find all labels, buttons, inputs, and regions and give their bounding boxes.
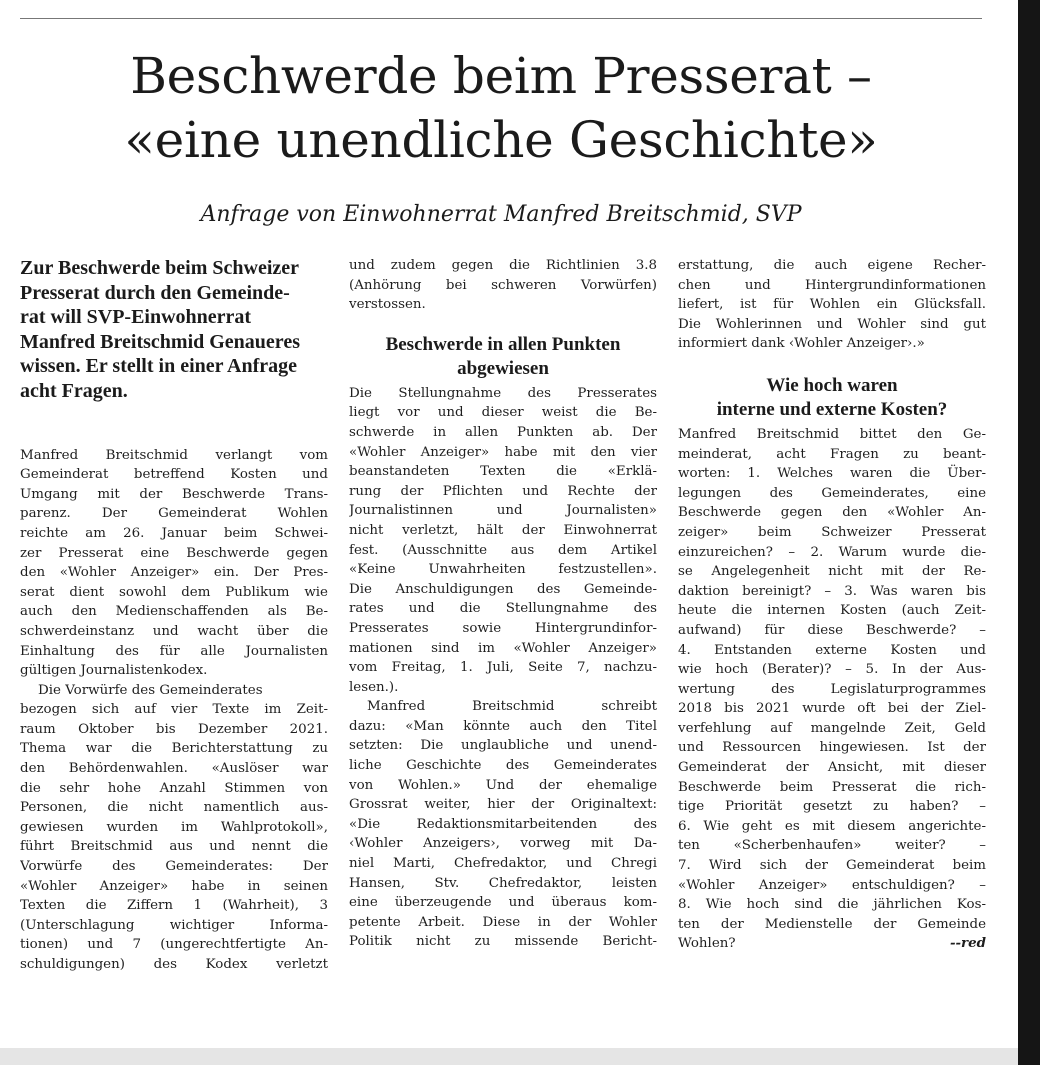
bottom-bar [0, 1048, 1018, 1065]
text-line: Vorwürfe des Gemeinderates: Der [20, 859, 328, 875]
text-line: «Wohler Anzeiger» entschuldigen? – [678, 877, 986, 893]
text-line: meinderat, acht Fragen zu beant- [678, 446, 986, 462]
text-line: liche Geschichte des Gemeinderates [349, 758, 657, 774]
top-rule [20, 18, 982, 19]
text-line: Gemeinderat der Ansicht, mit dieser [678, 760, 986, 776]
text-line: von Wohlen.» Und der ehemalige [349, 777, 657, 793]
text-line: heute die internen Kosten (auch Zeit- [678, 603, 986, 619]
screen-edge [1018, 0, 1040, 1065]
text-line: Texten die Ziffern 1 (Wahrheit), 3 [20, 898, 328, 914]
lead-line: Presserat durch den Gemeinde- [20, 281, 290, 304]
text-line: mationen sind im «Wohler Anzeiger» [349, 640, 657, 656]
text-line: tionen) und 7 (ungerechtfertigte An- [20, 937, 328, 953]
text-line: Politik nicht zu missende Bericht- [349, 934, 657, 950]
text-line: vom Freitag, 1. Juli, Seite 7, nachzu- [349, 660, 657, 676]
lead-line: Zur Beschwerde beim Schweizer [20, 257, 300, 279]
text-line: Personen, die nicht namentlich aus- [20, 800, 328, 816]
text-line: Die Anschuldigungen des Gemeinde- [349, 581, 657, 597]
text-line: wie hoch (Berater)? – 5. In der Aus- [678, 662, 986, 678]
text-line: legungen des Gemeinderates, eine [678, 485, 986, 501]
text-line: Manfred Breitschmid schreibt [367, 699, 657, 715]
text-line: raum Oktober bis Dezember 2021. [20, 721, 328, 737]
text-line: ‹Wohler Anzeigers›, vorweg mit Da- [349, 836, 657, 852]
text-line: den Behördenwahlen. «Auslöser war [20, 761, 328, 777]
text-line: Grossrat weiter, hier der Originaltext: [349, 797, 657, 813]
text-line: zer Presserat eine Beschwerde gegen [20, 545, 328, 561]
lead-line: Manfred Breitschmid Genaueres [20, 330, 300, 353]
text-line: ten der Medienstelle der Gemeinde [678, 916, 986, 932]
lead-line: rat will SVP-Einwohnerrat [20, 306, 252, 329]
text-line: die sehr hohe Anzahl Stimmen von [20, 780, 328, 796]
text-line: rates und die Stellungnahme des [349, 601, 657, 617]
text-line: auch den Medienschaffenden als Be- [20, 604, 328, 620]
column-3-body [678, 425, 986, 954]
text-line: und Ressourcen hingewiesen. Ist der [678, 740, 986, 756]
text-line: (Anhörung bei schweren Vorwürfen) [349, 277, 657, 293]
text-line: Thema war die Berichterstattung zu [20, 741, 328, 757]
text-line: reichte am 26. Januar beim Schwei- [20, 525, 328, 541]
last-line [678, 934, 986, 954]
text-line: 2018 bis 2021 wurde oft bei der Ziel- [678, 701, 986, 717]
text-line: Hansen, Stv. Chefredaktor, leisten [349, 875, 657, 891]
text-line: 4. Entstanden externe Kosten und [678, 642, 986, 658]
text-line: Journalistinnen und Journalisten» [349, 503, 657, 519]
article-title [20, 44, 982, 172]
text-line: fest. (Ausschnitte aus dem Artikel [349, 542, 657, 558]
text-line: Umgang mit der Beschwerde Trans- [20, 486, 328, 502]
column-2 [349, 256, 657, 952]
text-line: bezogen sich auf vier Texte im Zeit- [20, 702, 328, 718]
text-line: niel Marti, Chefredaktor, und Chregi [349, 856, 657, 872]
text-line: Presserates sowie Hintergrundinfor- [349, 620, 657, 636]
column-3 [678, 256, 986, 954]
text-line: Die Wohlerinnen und Wohler sind gut [678, 316, 986, 332]
text-line: Manfred Breitschmid bittet den Ge- [678, 426, 986, 442]
text-line: Die Stellungnahme des Presserates [349, 385, 657, 401]
subheading-line: abgewiesen [457, 358, 549, 380]
text-line: «Die Redaktionsmitarbeitenden des [349, 816, 657, 832]
text-line: lesen.). [349, 679, 399, 695]
text-line: «Wohler Anzeiger» habe in seinen [20, 878, 328, 894]
text-line: Einhaltung des für alle Journalisten [20, 643, 328, 659]
text-line: setzten: Die unglaubliche und unend- [349, 738, 657, 754]
text-line: gültigen Journalistenkodex. [20, 663, 208, 679]
text-line: Manfred Breitschmid verlangt vom [20, 447, 328, 463]
lead-line: acht Fragen. [20, 379, 128, 402]
text-line: 8. Wie hoch sind die jährlichen Kos- [678, 897, 986, 913]
text-line: einzureichen? – 2. Warum wurde die- [678, 544, 986, 560]
text-line: führt Breitschmid aus und nennt die [20, 839, 328, 855]
text-line: Gemeinderat betreffend Kosten und [20, 467, 328, 483]
column-1 [20, 256, 328, 975]
text-line: erstattung, die auch eigene Recher- [678, 258, 986, 273]
article-subtitle: Anfrage von Einwohnerrat Manfred Breitschmid, SVP [200, 202, 802, 227]
column-1-body [20, 446, 328, 975]
subheading-line: Wie hoch waren [766, 374, 898, 396]
text-line: dazu: «Man könnte auch den Titel [349, 718, 657, 734]
column-3-top [678, 256, 986, 354]
text-line: 7. Wird sich der Gemeinderat beim [678, 858, 986, 874]
text-line: liefert, ist für Wohlen ein Glücksfall. [678, 297, 986, 313]
title-line: «eine unendliche Geschichte» [124, 111, 878, 169]
text-line: verstossen. [349, 297, 426, 313]
author-signature: --red [949, 935, 986, 952]
text-line: «Keine Unwahrheiten festzustellen». [349, 562, 657, 578]
text-line: (Unterschlagung wichtiger Informa- [20, 917, 328, 933]
text-line: wertung des Legislaturprogrammes [678, 681, 986, 697]
text-line: zeiger» beim Schweizer Presserat [678, 524, 986, 540]
text-line: serat dient sowohl dem Publikum wie [20, 584, 328, 600]
subheading-line: interne und externe Kosten? [716, 399, 948, 421]
subheading-1 [349, 333, 657, 382]
column-2-top [349, 256, 657, 315]
text-line: Beschwerde beim Presserat die rich- [678, 779, 986, 795]
text-line: «Wohler Anzeiger» habe mit den vier [349, 444, 657, 460]
subheading-2 [678, 374, 986, 423]
text-line: aufwand) für diese Beschwerde? – [678, 622, 986, 638]
text-line: Beschwerde gegen den «Wohler An- [678, 505, 986, 521]
text-line: 6. Wie geht es mit diesem angerichte- [678, 818, 986, 834]
text-line: Wohlen? [678, 936, 736, 952]
text-line: verfehlung auf mangelnde Zeit, Geld [678, 720, 986, 736]
text-line: den «Wohler Anzeiger» ein. Der Pres- [20, 565, 328, 581]
text-line: rung der Pflichten und Rechte der [349, 483, 657, 499]
text-line: petente Arbeit. Diese in der Wohler [349, 914, 657, 930]
text-line: chen und Hintergrundinformationen [678, 277, 986, 293]
text-line: se Angelegenheit nicht mit der Re- [678, 564, 986, 580]
text-line: schuldigungen) des Kodex verletzt [20, 957, 328, 972]
text-line: eine überzeugende und überaus kom- [349, 895, 657, 911]
text-line: nicht verletzt, hält der Einwohnerrat [349, 522, 657, 538]
text-line: Die Vorwürfe des Gemeinderates [38, 682, 263, 698]
text-line: gewiesen wurden im Wahlprotokoll», [20, 819, 328, 835]
lead-line: wissen. Er stellt in einer Anfrage [20, 355, 298, 378]
title-line: Beschwerde beim Presserat – [130, 47, 872, 105]
column-2-body [349, 384, 657, 952]
text-line: schwerde in allen Punkten ab. Der [349, 424, 657, 440]
text-line: informiert dank ‹Wohler Anzeiger›.» [678, 336, 925, 352]
text-line: schwerdeinstanz und wacht über die [20, 623, 328, 639]
text-line: und zudem gegen die Richtlinien 3.8 [349, 258, 657, 273]
text-line: beanstandeten Texten die «Erklä- [349, 464, 657, 480]
text-line: tige Priorität gesetzt zu haben? – [678, 799, 986, 815]
text-line: ten «Scherbenhaufen» weiter? – [678, 838, 986, 854]
text-line: parenz. Der Gemeinderat Wohlen [20, 506, 328, 522]
text-line: liegt vor und dieser weist die Be- [349, 405, 657, 421]
text-line: worten: 1. Welches waren die Über- [678, 466, 986, 482]
lead-paragraph [20, 256, 328, 404]
subheading-line: Beschwerde in allen Punkten [385, 333, 621, 355]
text-line: daktion bereinigt? – 3. Was waren bis [678, 583, 986, 599]
